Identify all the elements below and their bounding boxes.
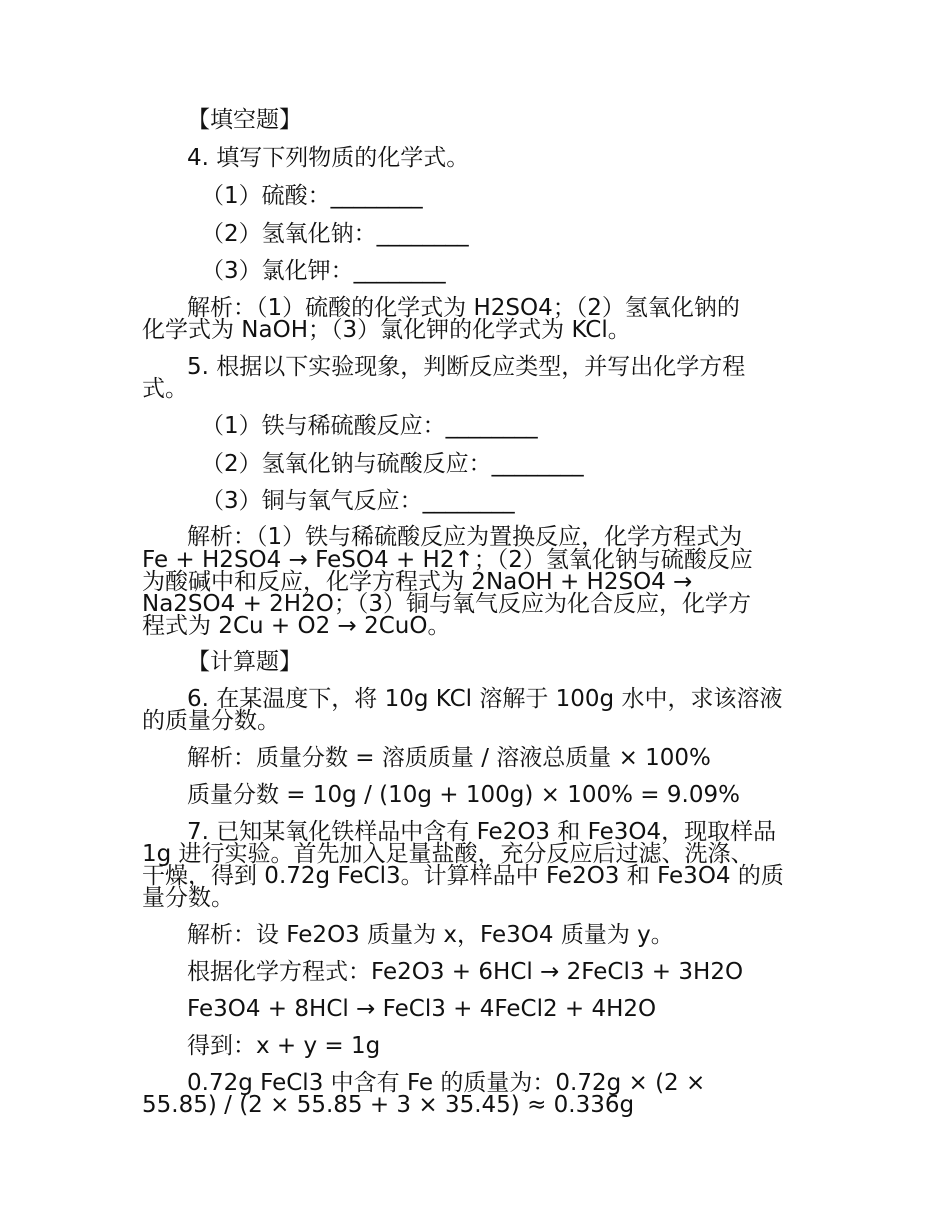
question-5-item-3: （3）铜与氧气反应：________ <box>201 488 515 514</box>
question-4-item-1: （1）硫酸：________ <box>201 183 423 209</box>
question-5-analysis-line: 程式为 2Cu + O2 → 2CuO。 <box>142 613 451 639</box>
section-heading-fill-blank: 【填空题】 <box>187 107 302 133</box>
question-5-stem-line: 式。 <box>142 376 188 402</box>
question-5-analysis-line: 解析：（1）铁与稀硫酸反应为置换反应，化学方程式为 <box>187 524 743 550</box>
question-4-item-3: （3）氯化钾：________ <box>201 258 446 284</box>
question-6-analysis-result: 质量分数 = 10g / (10g + 100g) × 100% = 9.09% <box>187 782 740 808</box>
question-6-stem-line: 6. 在某温度下，将 10g KCl 溶解于 100g 水中，求该溶液 <box>187 686 783 712</box>
question-4-analysis-line: 解析：（1）硫酸的化学式为 H2SO4；（2）氢氧化钠的 <box>187 295 740 321</box>
question-5-analysis-line: Na2SO4 + 2H2O；（3）铜与氧气反应为化合反应，化学方 <box>142 591 751 617</box>
question-6-analysis-formula: 解析：质量分数 = 溶质质量 / 溶液总质量 × 100% <box>187 745 711 771</box>
question-5-stem-line: 5. 根据以下实验现象，判断反应类型，并写出化学方程 <box>187 354 746 380</box>
question-7-iron-mass-line: 0.72g FeCl3 中含有 Fe 的质量为：0.72g × (2 × <box>187 1070 706 1096</box>
question-7-stem-line: 量分数。 <box>142 885 234 911</box>
question-5-item-2: （2）氢氧化钠与硫酸反应：________ <box>201 451 584 477</box>
question-7-analysis-line: Fe3O4 + 8HCl → FeCl3 + 4FeCl2 + 4H2O <box>187 996 657 1022</box>
question-4-item-2: （2）氢氧化钠：________ <box>201 221 469 247</box>
question-5-analysis-line: Fe + H2SO4 → FeSO4 + H2↑；（2）氢氧化钠与硫酸反应 <box>142 547 753 573</box>
question-7-iron-mass-line: 55.85) / (2 × 55.85 + 3 × 35.45) ≈ 0.336g <box>142 1092 635 1118</box>
question-7-stem-line: 7. 已知某氧化铁样品中含有 Fe2O3 和 Fe3O4，现取样品 <box>187 819 777 845</box>
question-7-analysis-line: 解析：设 Fe2O3 质量为 x，Fe3O4 质量为 y。 <box>187 922 674 948</box>
question-5-item-1: （1）铁与稀硫酸反应：________ <box>201 413 538 439</box>
section-heading-calculation: 【计算题】 <box>187 649 302 675</box>
question-4-stem: 4. 填写下列物质的化学式。 <box>187 145 470 171</box>
question-6-stem-line: 的质量分数。 <box>142 708 280 734</box>
question-7-stem-line: 1g 进行实验。首先加入足量盐酸，充分反应后过滤、洗涤、 <box>142 841 754 867</box>
question-4-analysis-line: 化学式为 NaOH；（3）氯化钾的化学式为 KCl。 <box>142 317 631 343</box>
question-5-analysis-line: 为酸碱中和反应，化学方程式为 2NaOH + H2SO4 → <box>142 569 693 595</box>
question-7-analysis-line: 得到：x + y = 1g <box>187 1033 381 1059</box>
question-7-stem-line: 干燥，得到 0.72g FeCl3。计算样品中 Fe2O3 和 Fe3O4 的质 <box>142 863 784 889</box>
question-7-analysis-line: 根据化学方程式：Fe2O3 + 6HCl → 2FeCl3 + 3H2O <box>187 959 744 985</box>
